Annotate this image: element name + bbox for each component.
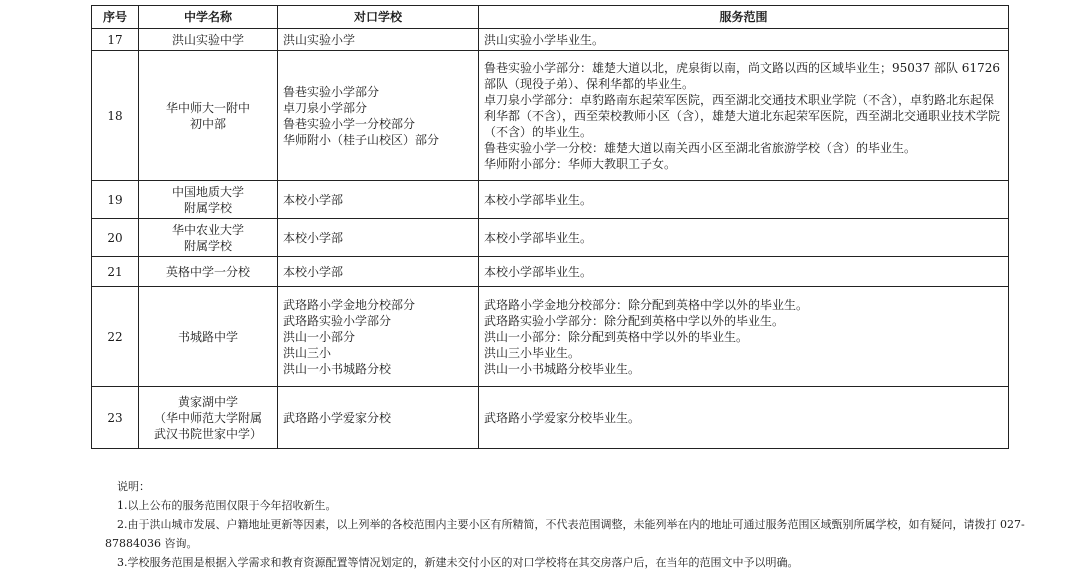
table-row — [92, 51, 1009, 181]
service-scope — [479, 287, 1009, 387]
service-scope-line: 本校小学部毕业生。 — [484, 264, 593, 279]
notes-title: 说明： — [117, 480, 150, 493]
middle-school-name-line: 附属学校 — [183, 200, 232, 215]
primary-school-line: 武珞路实验小学部分 — [283, 313, 392, 328]
service-scope-line: 洪山三小毕业生。 — [484, 345, 581, 360]
service-scope-line: 卓刀泉小学部分：卓豹路南东起荣军医院，西至湖北交通技术职业学院（不含），卓豹路北东起保利华都（不含），西至荣校教师小区（含），雄楚大道北东起荣军医院，西至湖北交通职业技术学院（不含）的毕业生。 — [484, 92, 1001, 139]
note-item: 1.以上公布的服务范围仅限于今年招收新生。 — [117, 499, 337, 512]
middle-school-name — [139, 257, 278, 287]
primary-schools — [278, 257, 479, 287]
service-scope — [479, 219, 1009, 257]
table-row — [92, 387, 1009, 449]
middle-school-name — [139, 29, 278, 51]
service-scope-line: 武珞路实验小学部分：除分配到英格中学以外的毕业生。 — [484, 313, 785, 328]
primary-schools — [278, 387, 479, 449]
header-service-scope: 服务范围 — [479, 6, 1009, 29]
middle-school-name-line: 黄家湖中学 — [177, 394, 238, 409]
service-scope-line: 洪山一小书城路分校毕业生。 — [484, 361, 641, 376]
header-no: 序号 — [92, 6, 139, 29]
middle-school-name-line: 武汉书院世家中学） — [153, 426, 262, 441]
middle-school-name — [139, 181, 278, 219]
header-primary-school: 对口学校 — [278, 6, 479, 29]
school-district-table — [91, 5, 1009, 449]
service-scope — [479, 387, 1009, 449]
primary-school-line: 本校小学部 — [283, 192, 344, 207]
header-middle-school: 中学名称 — [139, 6, 278, 29]
primary-school-line: 洪山实验小学 — [283, 32, 356, 47]
service-scope-line: 本校小学部毕业生。 — [484, 230, 593, 245]
table-body — [92, 29, 1009, 449]
service-scope — [479, 257, 1009, 287]
notes-section — [105, 477, 1025, 572]
primary-school-line: 洪山三小 — [283, 345, 332, 360]
table-row — [92, 287, 1009, 387]
middle-school-name — [139, 387, 278, 449]
service-scope-line: 武珞路小学金地分校部分：除分配到英格中学以外的毕业生。 — [484, 297, 809, 312]
service-scope — [479, 29, 1009, 51]
service-scope-line: 武珞路小学爱家分校毕业生。 — [484, 410, 641, 425]
primary-school-line: 洪山一小部分 — [283, 329, 356, 344]
row-number: 23 — [92, 387, 139, 449]
table-row — [92, 257, 1009, 287]
primary-schools — [278, 51, 479, 181]
primary-school-line: 华师附小（桂子山校区）部分 — [283, 132, 440, 147]
primary-school-line: 武珞路小学金地分校部分 — [283, 297, 416, 312]
service-scope-line: 鲁巷实验小学一分校：雄楚大道以南关西小区至湖北省旅游学校（含）的毕业生。 — [484, 140, 917, 155]
service-scope-line: 鲁巷实验小学部分：雄楚大道以北，虎泉街以南，尚文路以西的区域毕业生；95037 部队 61726 部队（现役子弟）、保利华都的毕业生。 — [484, 60, 1000, 91]
service-scope-line: 洪山实验小学毕业生。 — [484, 32, 605, 47]
primary-schools — [278, 287, 479, 387]
middle-school-name-line: （华中师范大学附属 — [153, 410, 262, 425]
middle-school-name — [139, 51, 278, 181]
table-row — [92, 181, 1009, 219]
service-scope — [479, 51, 1009, 181]
note-item: 3.学校服务范围是根据入学需求和教育资源配置等情况划定的，新建未交付小区的对口学校将在其交房落户后，在当年的范围文中予以明确。 — [117, 556, 799, 569]
table-row — [92, 219, 1009, 257]
row-number: 18 — [92, 51, 139, 181]
middle-school-name-line: 华中师大一附中 — [165, 100, 250, 115]
middle-school-name-line: 书城路中学 — [177, 329, 238, 344]
table-row — [92, 29, 1009, 51]
middle-school-name-line: 洪山实验中学 — [171, 32, 244, 47]
table-header-row — [92, 6, 1009, 29]
primary-school-line: 本校小学部 — [283, 230, 344, 245]
service-scope-line: 华师附小部分：华师大教职工子女。 — [484, 156, 677, 171]
middle-school-name-line: 初中部 — [189, 116, 226, 131]
primary-school-line: 武珞路小学爱家分校 — [283, 410, 392, 425]
primary-school-line: 本校小学部 — [283, 264, 344, 279]
row-number: 17 — [92, 29, 139, 51]
row-number: 22 — [92, 287, 139, 387]
service-scope — [479, 181, 1009, 219]
note-item: 2.由于洪山城市发展、户籍地址更新等因素，以上列举的各校范围内主要小区有所精简，不代表范围调整，未能列举在内的地址可通过服务范围区域甄别所属学校，如有疑问，请拨打 027-87884036 咨询。 — [105, 518, 1025, 550]
middle-school-name — [139, 219, 278, 257]
row-number: 21 — [92, 257, 139, 287]
row-number: 19 — [92, 181, 139, 219]
primary-school-line: 鲁巷实验小学部分 — [283, 84, 380, 99]
primary-schools — [278, 29, 479, 51]
middle-school-name-line: 附属学校 — [183, 238, 232, 253]
middle-school-name-line: 英格中学一分校 — [165, 264, 250, 279]
middle-school-name — [139, 287, 278, 387]
primary-school-line: 卓刀泉小学部分 — [283, 100, 368, 115]
middle-school-name-line: 中国地质大学 — [171, 184, 244, 199]
primary-schools — [278, 181, 479, 219]
row-number: 20 — [92, 219, 139, 257]
service-scope-line: 本校小学部毕业生。 — [484, 192, 593, 207]
service-scope-line: 洪山一小部分：除分配到英格中学以外的毕业生。 — [484, 329, 749, 344]
middle-school-name-line: 华中农业大学 — [171, 222, 244, 237]
primary-school-line: 洪山一小书城路分校 — [283, 361, 392, 376]
primary-schools — [278, 219, 479, 257]
primary-school-line: 鲁巷实验小学一分校部分 — [283, 116, 416, 131]
